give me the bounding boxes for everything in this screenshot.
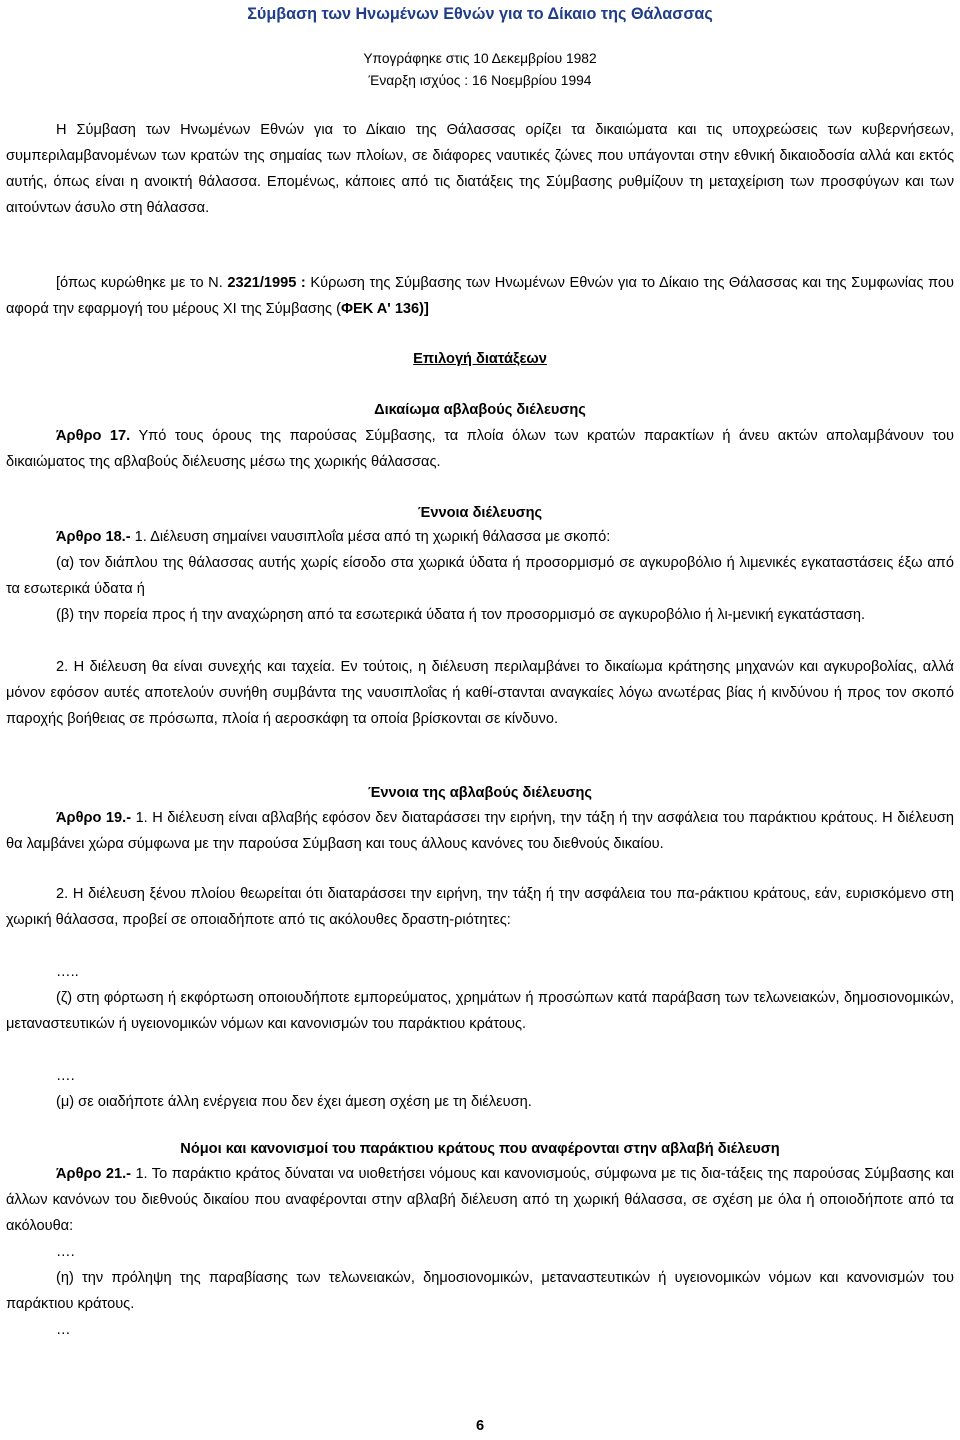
page-number: 6 bbox=[475, 1418, 485, 1434]
document-title: Σύμβαση των Ηνωμένων Εθνών για το Δίκαιο της Θάλασσας bbox=[247, 5, 713, 23]
ellipsis-3: …. bbox=[56, 1244, 75, 1260]
article-18-item-a: (α) τον διάπλου της θάλασσας αυτής χωρίς είσοδο στα χωρικά ύδατα ή προσορμισμό σε αγκυροβόλιο ή λιμενικές εγκαταστάσεις έξω από τα εσωτερικά ύδατα ή bbox=[6, 555, 954, 597]
article-18-item-b: (β) την πορεία προς ή την αναχώρηση από τα εσωτερικά ύδατα ή τον προσορμισμό σε αγκυροβόλιο ή λι-μενική εγκατάσταση. bbox=[56, 607, 866, 623]
ellipsis-4: … bbox=[56, 1322, 71, 1338]
ratification-text: Κύρωση της Σύμβασης των Ηνωμένων Εθνών για το Δίκαιο της Θάλασσας και της Συμφωνίας που αφορά την εφαρμογή του μέρους XI της Σύμβασης ( bbox=[6, 275, 954, 317]
ratification-law: 2321/1995 : bbox=[227, 275, 306, 291]
article-18-p1: Άρθρο 18.- 1. Διέλευση σημαίνει ναυσιπλοΐα μέσα από τη χωρική θάλασσα με σκοπό: bbox=[56, 529, 611, 545]
article-19-item-m: (μ) σε οιαδήποτε άλλη ενέργεια που δεν έχει άμεση σχέση με τη διέλευση. bbox=[56, 1094, 532, 1110]
article-21-item-h: (η) την πρόληψη της παραβίασης των τελωνειακών, δημοσιονομικών, μεταναστευτικών ή υγειονομικών νόμων και κανονισμών του παράκτιου κράτους. bbox=[6, 1270, 954, 1312]
ellipsis-2: …. bbox=[56, 1068, 75, 1084]
article-17-label: Άρθρο 17. bbox=[56, 428, 131, 444]
selection-heading: Επιλογή διατάξεων bbox=[413, 351, 547, 367]
article-18-heading: Έννοια διέλευσης bbox=[417, 505, 543, 521]
article-19-p2: 2. Η διέλευση ξένου πλοίου θεωρείται ότι διαταράσσει την ειρήνη, την τάξη ή την ασφάλεια του πα-ράκτιου κράτους, εάν, ευρισκόμενο στη χωρική θάλασσα, προβεί σε οποιαδήποτε από τις ακόλουθες δραστη-ριότητες: bbox=[6, 886, 954, 928]
article-17-heading: Δικαίωμα αβλαβούς διέλευσης bbox=[374, 402, 586, 418]
article-17-text: Άρθρο 17. Υπό τους όρους της παρούσας Σύμβασης, τα πλοία όλων των κρατών παρακτίων ή άνευ ακτών απολαμβάνουν του δικαιώματος της αβλαβούς διέλευσης μέσω της χωρικής θάλασσας. bbox=[6, 428, 954, 470]
effective-date: Έναρξη ισχύος : 16 Νοεμβρίου 1994 bbox=[368, 73, 592, 88]
article-18-p2: 2. Η διέλευση θα είναι συνεχής και ταχεία. Εν τούτοις, η διέλευση περιλαμβάνει το δικαίωμα κράτησης μηχανών και αγκυροβολίας, αλλά μόνον εφόσον αυτές αποτελούν συνήθη συμβάντα της ναυσιπλοΐας ή καθί-στανται αναγκαίες λόγω ανωτέρας βίας ή κινδύνου ή προς τον σκοπό παροχής βοήθειας σε πρόσωπα, πλοία ή αεροσκάφη τα οποία βρίσκονται σε κίνδυνο. bbox=[6, 659, 954, 727]
intro-paragraph: Η Σύμβαση των Ηνωμένων Εθνών για το Δίκαιο της Θάλασσας ορίζει τα δικαιώματα και τις υποχρεώσεις των κυβερνήσεων, συμπεριλαμβανομένων των κρατών της σημαίας των πλοίων, σε διάφορες ναυτικές ζώνες που υπάγονται στην εθνική δικαιοδοσία αλλά και εκτός αυτής, όπως είναι η ανοικτή θάλασσα. Επομένως, κάποιες από τις διατάξεις της Σύμβασης ρυθμίζουν τη μεταχείριση των προσφύγων και των αιτούντων άσυλο στη θάλασσα. bbox=[6, 122, 954, 216]
signed-date: Υπογράφηκε στις 10 Δεκεμβρίου 1982 bbox=[363, 51, 597, 66]
article-19-item-z: (ζ) στη φόρτωση ή εκφόρτωση οποιουδήποτε εμπορεύματος, χρημάτων ή προσώπων κατά παράβαση των τελωνειακών, δημοσιονομικών, μεταναστευτικών ή υγειονομικών νόμων και κανονισμών του παράκτιου κράτους. bbox=[6, 990, 954, 1032]
ratification-pre: [όπως κυρώθηκε με το Ν. bbox=[56, 275, 228, 291]
article-19-p1: Άρθρο 19.- 1. Η διέλευση είναι αβλαβής εφόσον δεν διαταράσσει την ειρήνη, την τάξη ή την ασφάλεια του παράκτιου κράτους. Η διέλευση θα λαμβάνει χώρα σύμφωνα με την παρούσα Σύμβαση και τους άλλους κανόνες του διεθνούς δικαίου. bbox=[6, 810, 954, 852]
article-21-heading: Νόμοι και κανονισμοί του παράκτιου κράτους που αναφέρονται στην αβλαβή διέλευση bbox=[180, 1141, 780, 1157]
article-19-heading: Έννοια της αβλαβούς διέλευσης bbox=[367, 785, 592, 801]
article-21-p1: Άρθρο 21.- 1. Το παράκτιο κράτος δύναται να υιοθετήσει νόμους και κανονισμούς, σύμφωνα με τις δια-τάξεις της παρούσας Σύμβασης και άλλων κανόνων του διεθνούς δικαίου που αναφέρονται στην αβλαβή διέλευση από τη χωρική θάλασσα, σε σχέση με όλα ή οποιοδήποτε από τα ακόλουθα: bbox=[6, 1166, 954, 1234]
article-18-label: Άρθρο 18.- bbox=[56, 529, 135, 545]
ratification-gazette: ΦΕΚ Α' 136)] bbox=[340, 301, 429, 317]
ellipsis-1: ….. bbox=[56, 964, 79, 980]
article-21-label: Άρθρο 21.- bbox=[56, 1166, 136, 1182]
article-19-label: Άρθρο 19.- bbox=[56, 810, 136, 826]
ratification-note bbox=[6, 270, 954, 322]
